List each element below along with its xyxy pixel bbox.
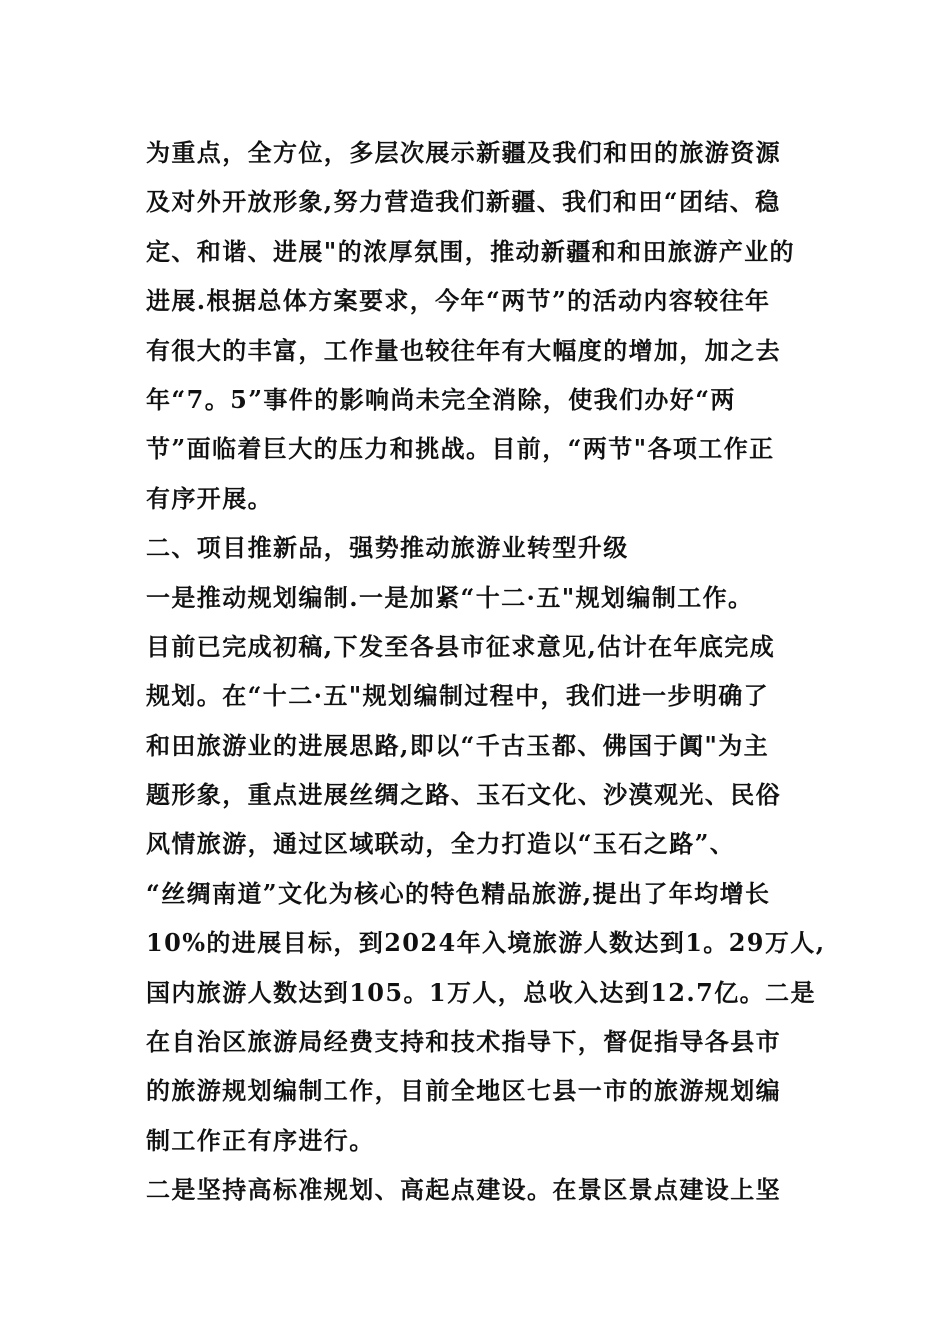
text-line: “丝绸南道”文化为核心的特色精品旅游,提出了年均增长 (146, 878, 771, 908)
text-line: 节”面临着巨大的压力和挑战。目前，“两节"各项工作正 (146, 434, 775, 464)
text-line: 和田旅游业的进展思路,即以“千古玉都、佛国于阗"为主 (146, 730, 770, 760)
text-line: 目前已完成初稿,下发至各县市征求意见,估计在年底完成 (146, 631, 776, 661)
text-line: 风情旅游，通过区域联动，全力打造以“玉石之路”、 (146, 829, 736, 859)
text-line: 一是推动规划编制.一是加紧“十二·五"规划编制工作。 (146, 582, 754, 612)
text-line: 10%的进展目标，到2024年入境旅游人数达到1。29万人, (146, 928, 826, 958)
text-line: 年“7。5”事件的影响尚未完全消除，使我们办好“两 (146, 384, 736, 414)
text-line: 制工作正有序进行。 (146, 1125, 375, 1155)
body-text (146, 128, 826, 1215)
text-line: 国内旅游人数达到105。1万人，总收入达到12.7亿。二是 (146, 977, 816, 1007)
text-line: 及对外开放形象,努力营造我们新疆、我们和田“团结、稳 (146, 187, 781, 217)
text-line: 的旅游规划编制工作，目前全地区七县一市的旅游规划编 (146, 1076, 781, 1106)
text-line: 有序开展。 (146, 483, 273, 513)
text-line: 规划。在“十二·五"规划编制过程中，我们进一步明确了 (146, 681, 770, 711)
text-line: 进展.根据总体方案要求，今年“两节”的活动内容较往年 (146, 286, 771, 316)
text-line: 题形象，重点进展丝绸之路、玉石文化、沙漠观光、民俗 (146, 780, 781, 810)
text-line: 二是坚持高标准规划、高起点建设。在景区景点建设上坚 (146, 1175, 781, 1205)
text-line: 有很大的丰富，工作量也较往年有大幅度的增加，加之去 (146, 335, 781, 365)
text-line: 为重点，全方位，多层次展示新疆及我们和田的旅游资源 (146, 138, 781, 167)
text-line: 定、和谐、进展"的浓厚氛围，推动新疆和和田旅游产业的 (146, 236, 795, 266)
section-heading: 二、项目推新品，强势推动旅游业转型升级 (146, 533, 629, 563)
text-line: 在自治区旅游局经费支持和技术指导下，督促指导各县市 (146, 1027, 781, 1057)
